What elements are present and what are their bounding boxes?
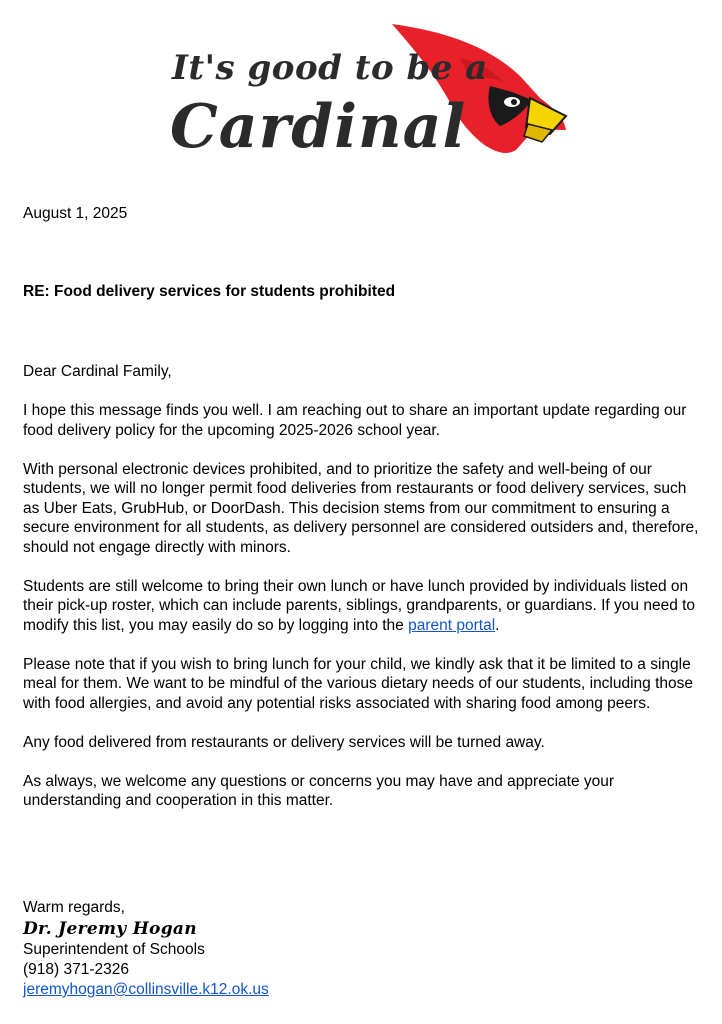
letter-body [23,362,703,830]
parent-portal-link[interactable]: parent portal [408,616,496,634]
signer-title: Superintendent of Schools [23,941,205,958]
closing-regards: Warm regards, [23,899,125,916]
paragraph-lunch-roster [23,577,703,636]
signature: Dr. Jeremy Hogan [23,919,197,939]
logo-line1: It's good to be a [172,48,488,88]
letter-subject: RE: Food delivery services for students prohibited [23,283,396,300]
signer-email-link[interactable]: jeremyhogan@collinsville.k12.ok.us [23,981,269,998]
paragraph-single-meal: Please note that if you wish to bring lunch for your child, we kindly ask that it be limited to a single meal for them. We want to be mindful of the various dietary needs of our students, including those with food allergies, and avoid any potential risks associated with sharing food among peers. [23,655,694,712]
paragraph-policy: With personal electronic devices prohibited, and to prioritize the safety and well-being of our students, we will no longer permit food deliveries from restaurants or food delivery services, such as Uber Eats, GrubHub, or DoorDash. This decision stems from our commitment to ensuring a secure environment for all students, as delivery personnel are considered outsiders and, therefore, should not engage directly with minors. [23,460,699,556]
salutation: Dear Cardinal Family, [23,363,172,380]
paragraph-questions: As always, we welcome any questions or concerns you may have and appreciate your understanding and cooperation in this matter. [23,772,615,809]
logo-line2: Cardinal [170,92,467,162]
paragraph-turned-away: Any food delivered from restaurants or delivery services will be turned away. [23,733,545,751]
letter-date: August 1, 2025 [23,205,128,222]
cardinal-logo [160,18,580,168]
signer-phone: (918) 371-2326 [23,961,129,978]
paragraph-text: Students are still welcome to bring their own lunch or have lunch provided by individuals listed on their pick-up roster, which can include parents, siblings, grandparents, or guardians. If you need to modify this list, you may easily do so by logging into the [23,577,696,634]
paragraph-text-end: . [495,616,500,634]
letter-closing [23,898,269,1000]
paragraph-intro: I hope this message finds you well. I am reaching out to share an important update regarding our food delivery policy for the upcoming 2025-2026 school year. [23,402,687,439]
